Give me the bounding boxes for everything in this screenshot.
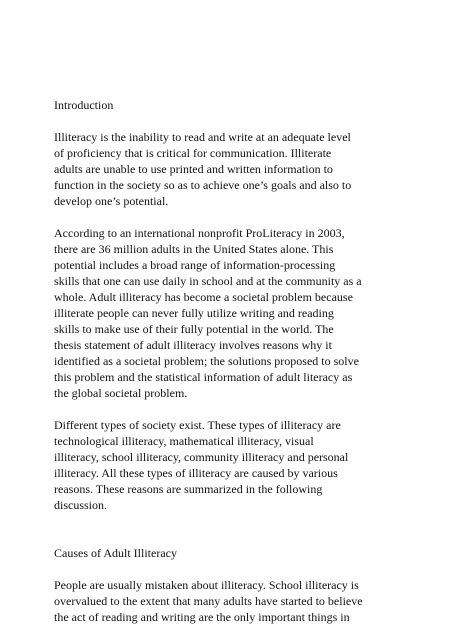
- blank-line: [54, 561, 444, 577]
- text-line: According to an international nonprofit ProLiteracy in 2003,: [54, 226, 345, 240]
- text-line: identified as a societal problem; the solutions proposed to solve: [54, 354, 359, 368]
- text-line: the act of reading and writing are the only important things in: [54, 610, 350, 624]
- text-line: thesis statement of adult illiteracy involves reasons why it: [54, 338, 332, 352]
- blank-line: [54, 209, 444, 225]
- text-line: discussion.: [54, 498, 108, 512]
- text-line: develop one’s potential.: [54, 194, 169, 208]
- text-line: People are usually mistaken about illiteracy. School illiteracy is: [54, 578, 359, 592]
- text-line: reasons. These reasons are summarized in the following: [54, 482, 323, 496]
- text-line: Different types of society exist. These types of illiteracy are: [54, 418, 341, 432]
- text-line: overvalued to the extent that many adults have started to believe: [54, 594, 363, 608]
- text-line: potential includes a broad range of information-processing: [54, 258, 336, 272]
- text-line: Causes of Adult Illiteracy: [54, 546, 177, 560]
- text-line: Introduction: [54, 98, 114, 112]
- text-line: of proficiency that is critical for communication. Illiterate: [54, 146, 332, 160]
- document-body: [54, 97, 444, 625]
- blank-line: [54, 401, 444, 417]
- text-line: there are 36 million adults in the United States alone. This: [54, 242, 334, 256]
- blank-line: [54, 529, 444, 545]
- text-line: adults are unable to use printed and written information to: [54, 162, 333, 176]
- text-line: Illiteracy is the inability to read and write at an adequate level: [54, 130, 351, 144]
- text-line: function in the society so as to achieve one’s goals and also to: [54, 178, 352, 192]
- text-line: illiteracy, school illiteracy, community illiteracy and personal: [54, 450, 349, 464]
- blank-line: [54, 513, 444, 529]
- text-line: skills to make use of their fully potential in the world. The: [54, 322, 334, 336]
- text-line: the global societal problem.: [54, 386, 188, 400]
- text-line: whole. Adult illiteracy has become a societal problem because: [54, 290, 353, 304]
- text-line: illiteracy. All these types of illiteracy are caused by various: [54, 466, 338, 480]
- text-line: this problem and the statistical information of adult literacy as: [54, 370, 353, 384]
- text-line: illiterate people can never fully utilize writing and reading: [54, 306, 334, 320]
- blank-line: [54, 113, 444, 129]
- text-line: skills that one can use daily in school and at the community as a: [54, 274, 362, 288]
- text-line: technological illiteracy, mathematical illiteracy, visual: [54, 434, 314, 448]
